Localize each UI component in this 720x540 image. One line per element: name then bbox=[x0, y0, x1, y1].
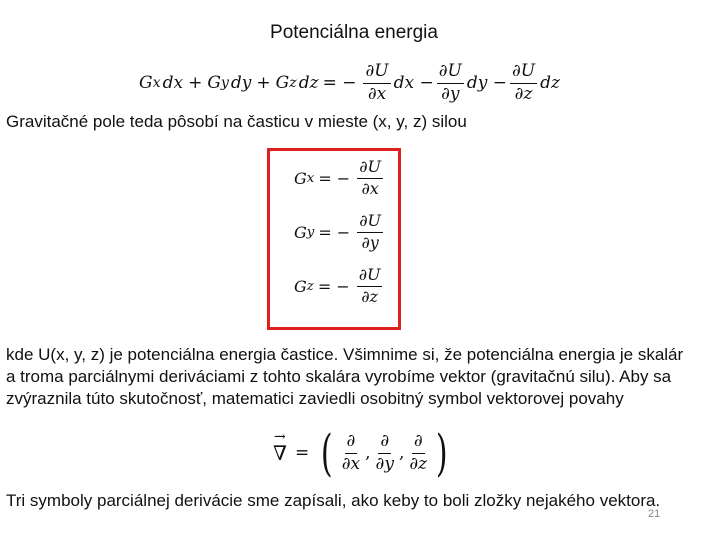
equation-nabla: → ∇ = ( $\frac{\partial}{\partial x}$ , $\frac{\partial}{\partial y}$ , $\frac{\partial}{\partial z}$ ) bbox=[273, 424, 448, 482]
force-component-y: G y = − $\frac{\partial U}{\partial y}$ bbox=[294, 211, 381, 252]
page-number: 21 bbox=[648, 508, 661, 520]
fraction: $\frac{\partial U}{\partial z}$ bbox=[511, 60, 536, 104]
paragraph-potential-energy: kde U(x, y, z) je potenciálna energia častice. Všimnime si, že potenciálna energia je skalár a troma parciálnymi deriváciami z tohto skalára vyrobíme vektor (gravitačnú silu). Aby sa zvýraznila túto skutočnosť, matematici zaviedli osobitný symbol vektorovej povahy bbox=[6, 345, 684, 408]
force-component-x: G x = − $\frac{\partial U}{\partial x}$ bbox=[294, 157, 381, 198]
nabla-icon: → ∇ bbox=[273, 429, 287, 465]
fraction: $\frac{\partial U}{\partial y}$ bbox=[438, 60, 462, 104]
eq-symbol: G bbox=[139, 73, 153, 93]
fraction: $\frac{\partial U}{\partial x}$ bbox=[365, 60, 389, 104]
force-component-z: G z = − $\frac{\partial U}{\partial z}$ bbox=[294, 265, 381, 306]
paragraph-vector-components: Tri symboly parciálnej derivácie sme zapísali, ako keby to boli zložky nejakého vektora. bbox=[6, 491, 661, 510]
slide-title: Potenciálna energia bbox=[270, 22, 438, 43]
paragraph-force: Gravitačné pole teda pôsobí na časticu v mieste (x, y, z) silou bbox=[6, 112, 467, 131]
equation-total-differential: G x dx + G y dy + G z dz = − $\frac{\partial U}{\partial x}$ dx − $\frac{\partial U}{\partial y}$ dy − $\frac{\partial U}{\partial z}$ dz bbox=[139, 60, 560, 104]
force-components-box bbox=[267, 148, 401, 330]
